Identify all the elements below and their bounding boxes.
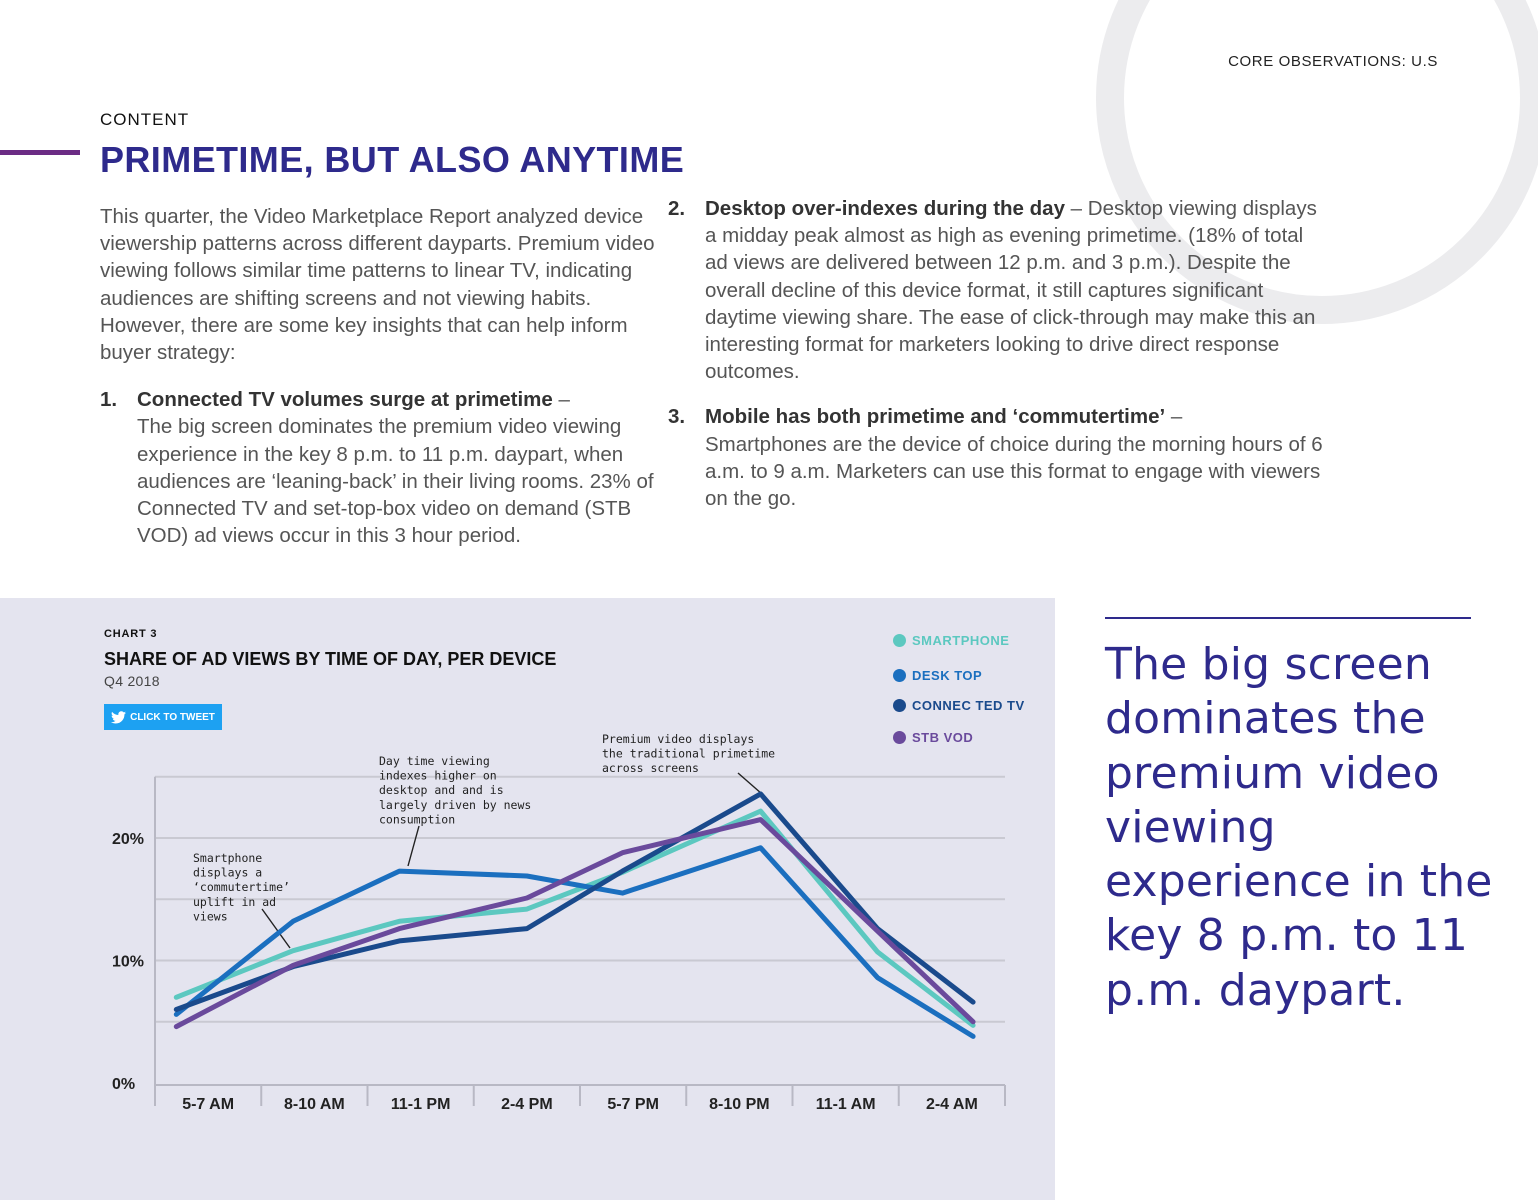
legend-label: SMARTPHONE [912,633,1010,648]
y-tick-label: 0% [112,1076,136,1093]
y-tick-label: 10% [112,953,145,971]
x-tick-label: 2-4 PM [501,1096,553,1113]
legend-label: STB VOD [912,730,974,745]
chart-subtitle: Q4 2018 [104,673,160,689]
insight-item [668,195,1328,385]
tweet-label: CLICK TO TWEET [130,711,215,723]
running-header: CORE OBSERVATIONS: U.S [1228,53,1438,70]
series-line [176,794,973,1010]
legend-swatch [893,731,906,744]
chart-panel [0,598,1055,1200]
pull-quote: The big screen dominates the premium video viewing experience in the key 8 p.m. to 11 p.m. daypart. [1105,639,1493,1016]
x-tick-label: 11-1 AM [815,1096,876,1113]
legend-swatch [893,669,906,682]
annotation-text [193,851,290,923]
annotation-text [379,754,531,826]
intro-paragraph: This quarter, the Video Marketplace Report analyzed device viewership patterns across different dayparts. Premium video viewing follows similar time patterns to linear TV, indicating audiences are shifting screens and not viewing habits. However, there are some key insights that can help inform buyer strategy: [100,205,655,365]
click-to-tweet-button[interactable] [104,704,222,730]
annotation-line: consumption [379,812,456,827]
y-tick-label: 20% [112,831,145,848]
annotation-line: across screens [602,761,699,776]
accent-bar [0,150,80,155]
insight-heading: Desktop over-indexes during the day [705,197,1065,220]
annotation-leader [408,826,419,866]
insight-number: 2. [668,197,686,220]
x-tick-label: 5-7 PM [607,1096,659,1113]
legend-item-connected-tv [893,698,1025,713]
insight-number: 1. [100,388,118,412]
section-label: CONTENT [100,110,190,129]
x-tick-label: 2-4 AM [925,1096,978,1113]
chart-title: SHARE OF AD VIEWS BY TIME OF DAY, PER DEVICE [104,649,557,669]
annotation-line: views [193,909,228,924]
x-tick-label: 8-10 PM [709,1096,770,1113]
annotation-line: ‘commutertime’ [193,880,290,895]
insight-item [100,386,660,549]
legend-item-desktop [893,668,982,683]
pull-quote-rule [1105,617,1471,619]
page-title: PRIMETIME, BUT ALSO ANYTIME [100,139,685,180]
insight-body: Smartphones are the device of choice during the morning hours of 6 a.m. to 9 a.m. Marketers can use this format to engage with viewers on the go. [705,432,1323,511]
insight-dash: – [1165,405,1183,429]
insight-dash: – [1064,197,1083,220]
insight-body: The big screen dominates the premium video viewing experience in the key 8 p.m. to 11 p.m. daypart, when audiences are ‘leaning-back’ in their living rooms. 23% of Connected TV and set-top-box video on demand (STB VOD) ad views occur in this 3 hour period. [137,415,654,548]
legend-item-stb-vod [893,730,973,745]
left-column [100,203,660,549]
legend-item-smartphone [893,633,1009,648]
right-column [668,195,1328,512]
annotation-line: displays a [193,865,263,880]
legend-swatch [893,699,906,712]
legend-label: DESK TOP [912,668,983,683]
legend-swatch [893,634,906,647]
x-tick-label: 11-1 PM [390,1096,451,1113]
insight-item [668,403,1328,512]
x-tick-label: 8-10 AM [283,1096,345,1113]
insight-heading: Mobile has both primetime and ‘commutertime’ [705,405,1166,429]
insight-dash: – [552,388,570,412]
insight-body: Desktop viewing displays a midday peak almost as high as evening primetime. (18% of total ad views are delivered between 12 p.m. and 3 p.m.). Despite the overall decline of this device format, it still captures significant daytime viewing share. The ease of click-through may make this an interesting format for marketers looking to drive direct response outcomes. [705,197,1317,384]
insight-number: 3. [668,405,686,429]
annotation-line: uplift in ad [193,894,277,909]
annotation-line: largely driven by news [379,797,532,812]
twitter-bird-icon [111,711,126,724]
annotation-line: Day time viewing [379,754,490,768]
annotation-text [602,732,775,775]
annotation-line: desktop and and is [379,783,504,798]
legend-label: CONNEC TED TV [912,698,1025,713]
insight-heading: Connected TV volumes surge at primetime [137,388,553,412]
annotation-line: Smartphone [193,851,263,865]
x-tick-label: 5-7 AM [182,1096,235,1113]
chart-number: CHART 3 [104,628,158,640]
annotation-line: indexes higher on [379,768,497,783]
annotation-line: Premium video displays [602,732,755,746]
annotation-line: the traditional primetime [602,746,776,761]
